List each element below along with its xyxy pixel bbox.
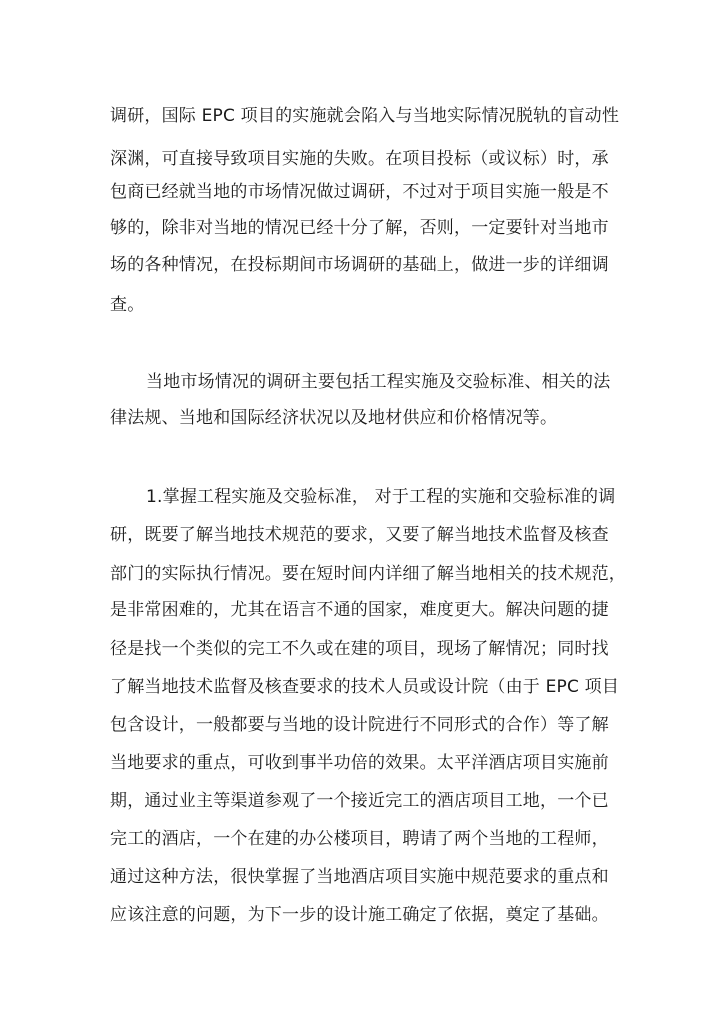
text-line: 是非常困难的，尤其在语言不通的国家，难度更大。解决问题的捷 <box>110 600 609 620</box>
text-line: 包含设计，一般都要与当地的设计院进行不同形式的合作）等了解 <box>110 715 609 735</box>
text-line: 部门的实际执行情况。要在短时间内详细了解当地相关的技术规范， <box>110 564 626 584</box>
text-line: 径是找一个类似的完工不久或在建的项目，现场了解情况；同时找 <box>110 639 609 659</box>
text-line: 了解当地技术监督及核查要求的技术人员或设计院（由于 EPC 项目 <box>110 677 620 697</box>
text-line: 律法规、当地和国际经济状况以及地材供应和价格情况等。 <box>110 408 558 428</box>
text-line: 包商已经就当地的市场情况做过调研，不过对于项目实施一般是不 <box>110 182 609 202</box>
text-line: 完工的酒店，一个在建的办公楼项目，聘请了两个当地的工程师， <box>110 829 609 849</box>
text-line: 研，既要了解当地技术规范的要求，又要了解当地技术监督及核查 <box>110 525 609 545</box>
text-line: 当地要求的重点，可收到事半功倍的效果。太平洋酒店项目实施前 <box>110 753 609 773</box>
text-line: 场的各种情况，在投标期间市场调研的基础上，做进一步的详细调 <box>110 255 609 275</box>
text-line: 当地市场情况的调研主要包括工程实施及交验标准、相关的法 <box>146 372 611 392</box>
text-line: 调研，国际 EPC 项目的实施就会陷入与当地实际情况脱轨的盲动性 <box>110 106 620 126</box>
text-line: 1.掌握工程实施及交验标准， 对于工程的实施和交验标准的调 <box>146 487 616 507</box>
text-line: 应该注意的问题，为下一步的设计施工确定了依据，奠定了基础。 <box>110 905 609 925</box>
text-line: 够的，除非对当地的情况已经十分了解，否则，一定要针对当地市 <box>110 218 609 238</box>
text-line: 深渊，可直接导致项目实施的失败。在项目投标（或议标）时，承 <box>110 149 609 169</box>
text-line: 期，通过业主等渠道参观了一个接近完工的酒店项目工地，一个已 <box>110 791 609 811</box>
text-line: 查。 <box>110 295 145 315</box>
text-line: 通过这种方法，很快掌握了当地酒店项目实施中规范要求的重点和 <box>110 867 609 887</box>
